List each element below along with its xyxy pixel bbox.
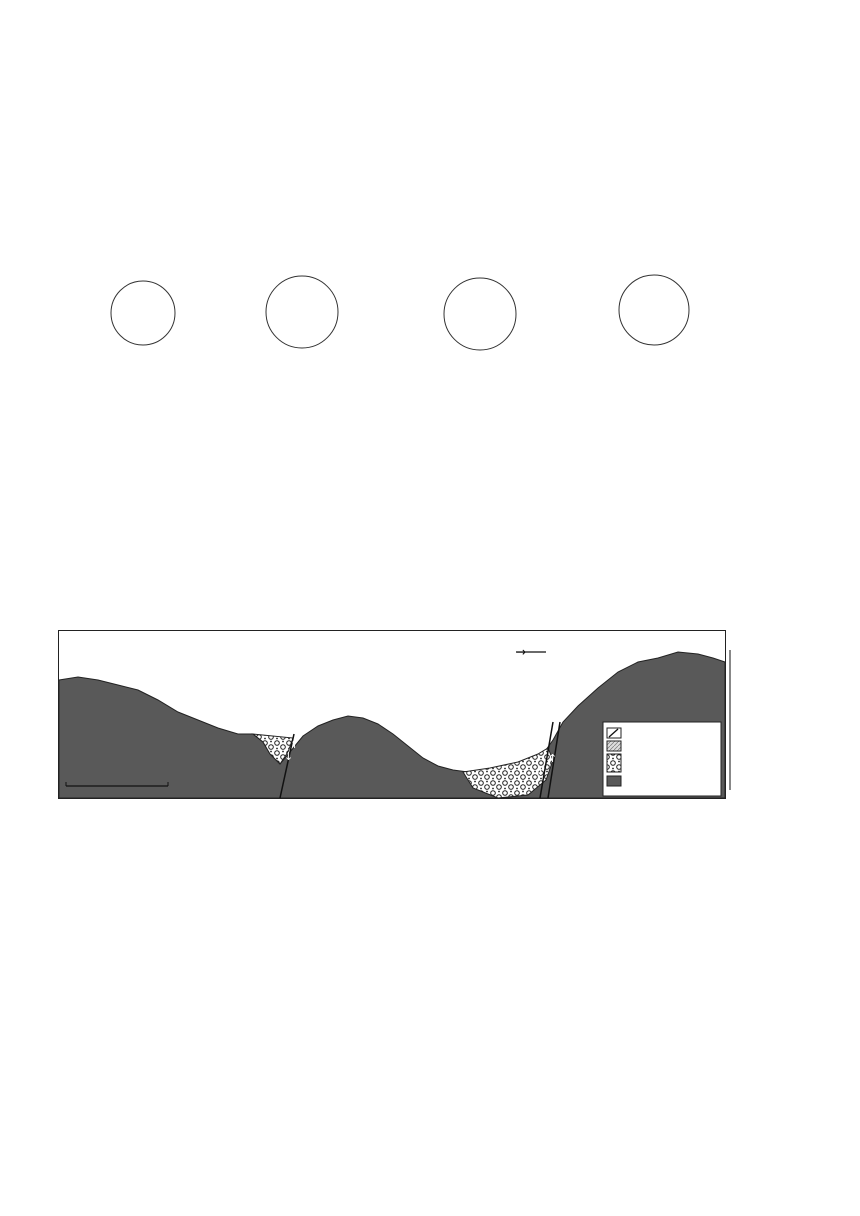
fault-arrow-up: ↑: [290, 738, 300, 751]
fault-arrow-down: ↓: [284, 750, 294, 763]
fault-arrow-up-right: ↑: [548, 752, 558, 765]
geologic-profile-figure: [58, 630, 770, 802]
fault-arrow-down-right: ↓: [536, 765, 546, 778]
pie-diagram-d: [614, 270, 694, 350]
pie-diagram-a: [108, 278, 178, 348]
pie-diagram-b: [262, 272, 342, 352]
figure-legend: [603, 722, 721, 796]
pie-diagram-c: [440, 274, 520, 354]
direction-arrow: →: [516, 645, 527, 659]
